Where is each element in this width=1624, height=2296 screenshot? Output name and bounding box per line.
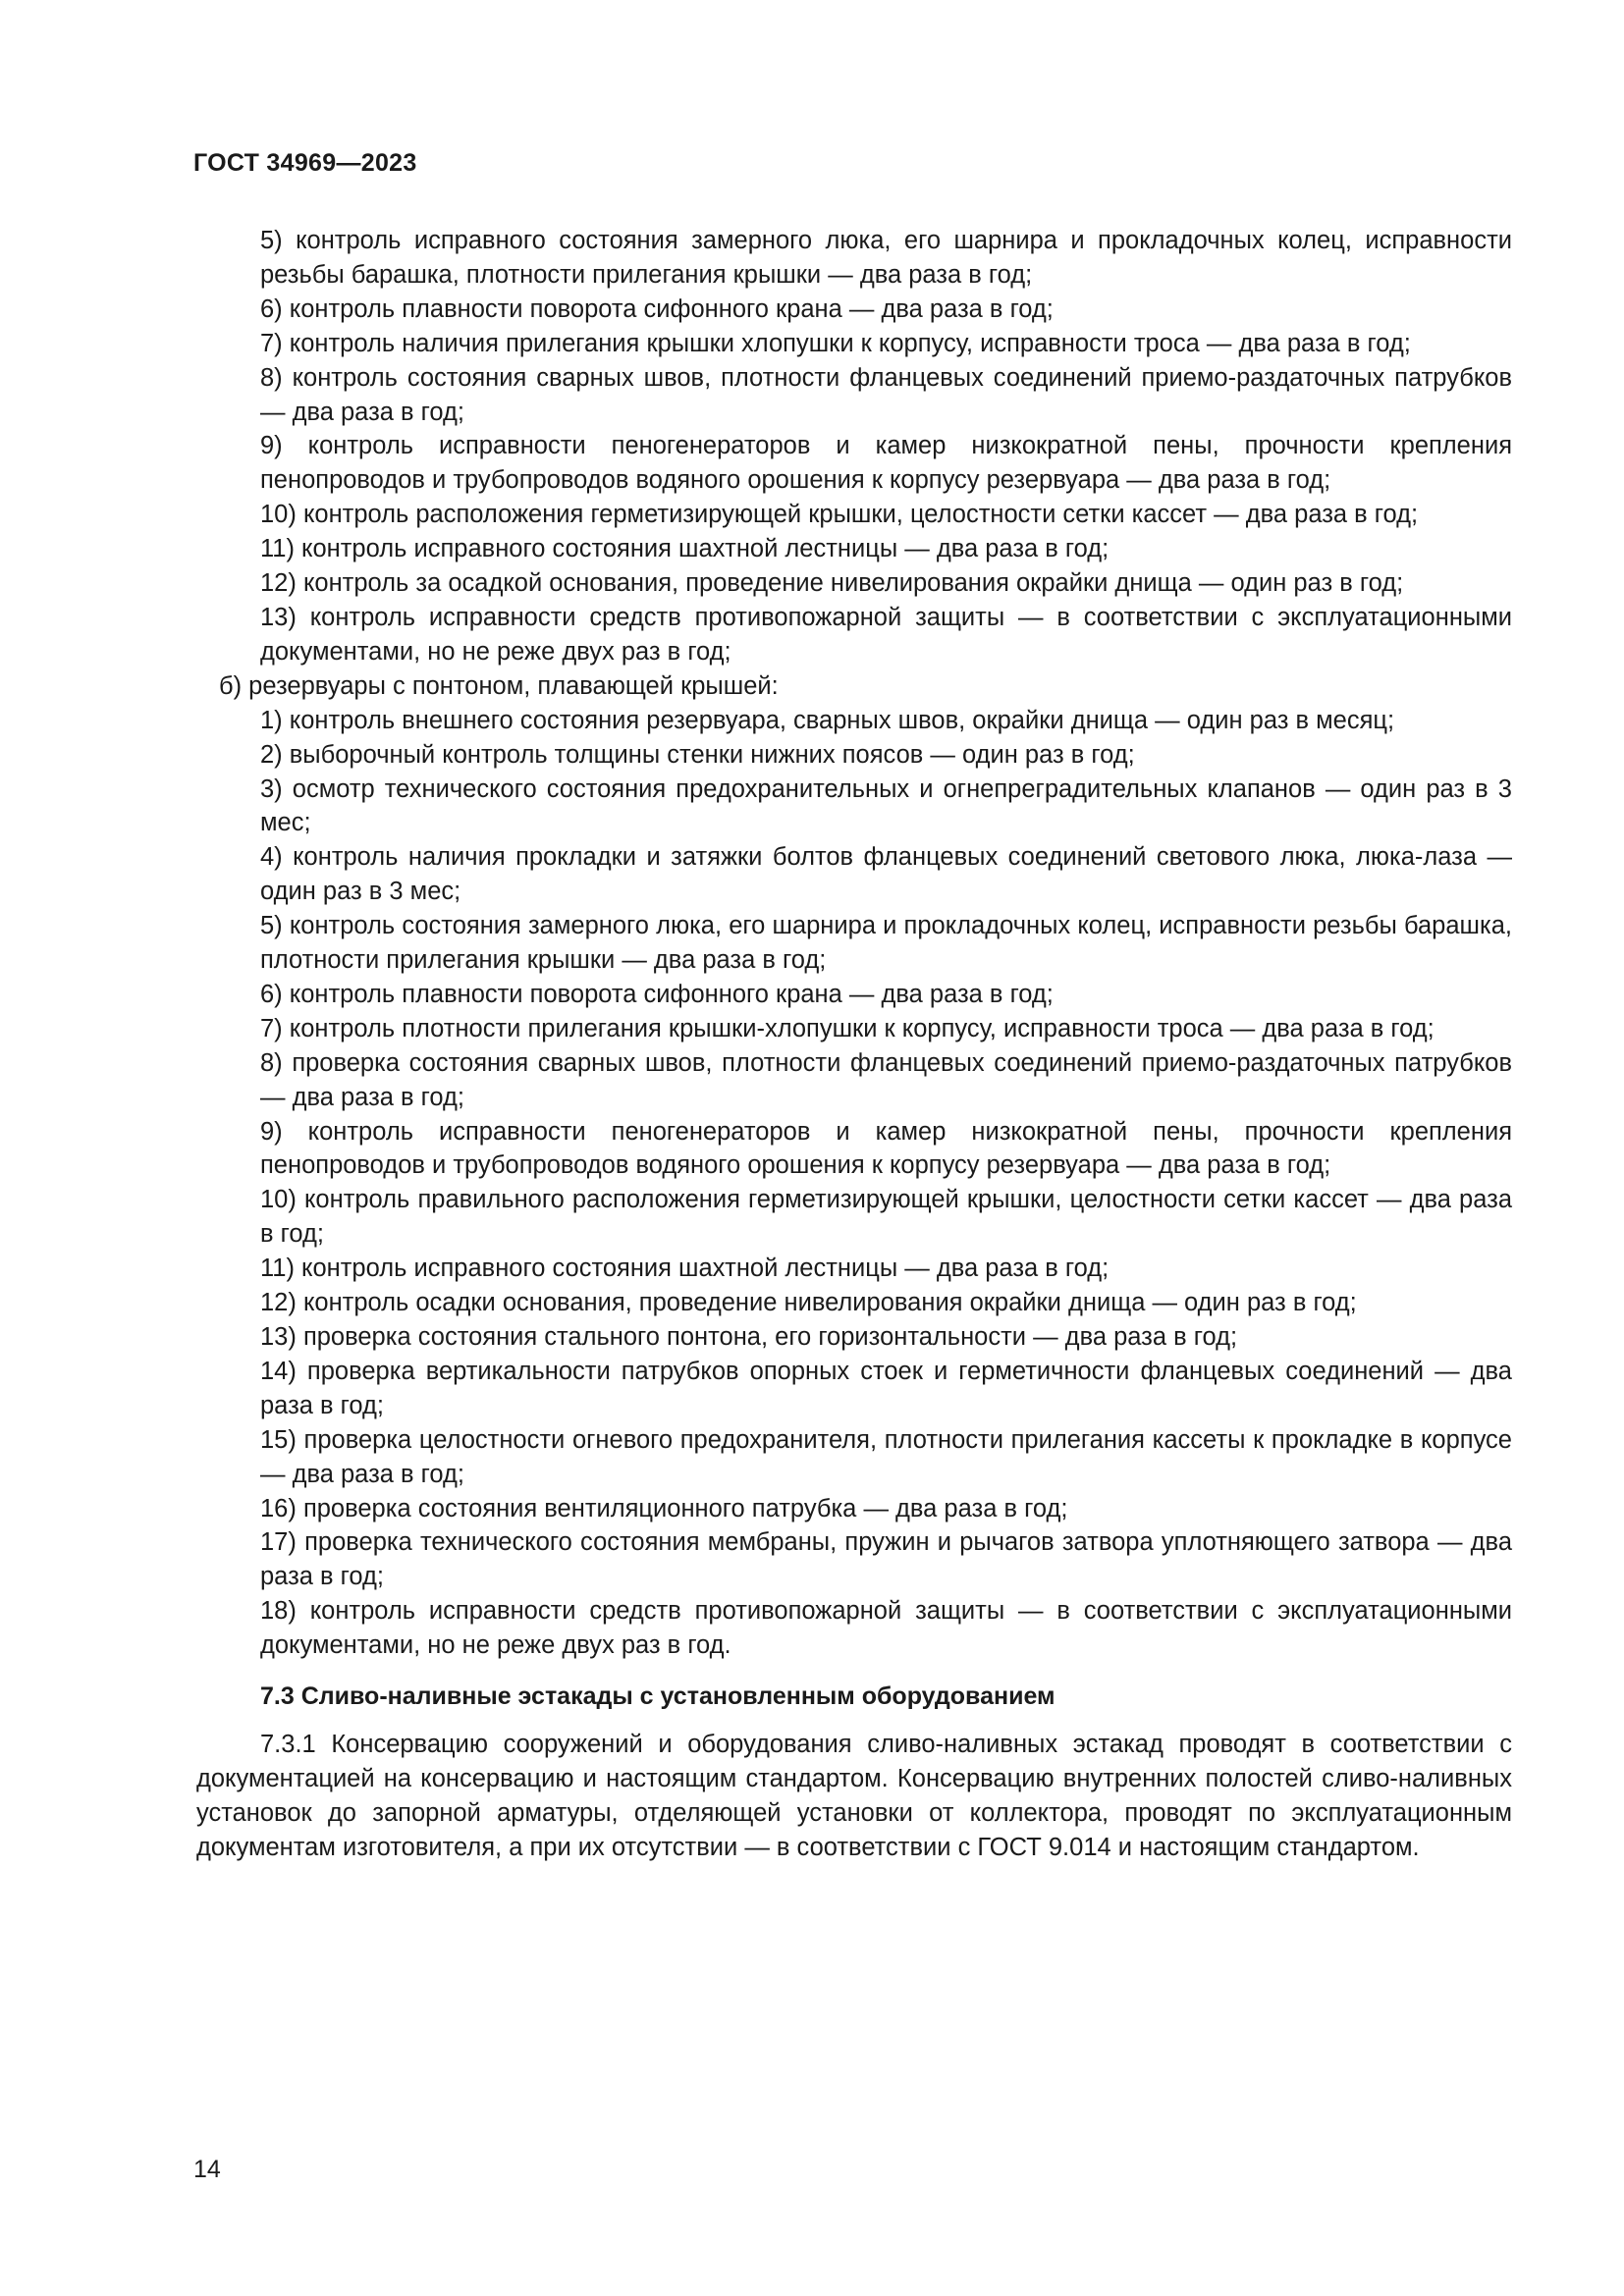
- list-item: 12) контроль за осадкой основания, проведение нивелирования окрайки днища — один раз в год;: [260, 569, 1404, 598]
- list-item: 1) контроль внешнего состояния резервуара, сварных швов, окрайки днища — один раз в месяц;: [260, 706, 1395, 734]
- list-item: 7) контроль плотности прилегания крышки-хлопушки к корпусу, исправности троса — два раза в год;: [260, 1014, 1435, 1042]
- document-body: [196, 224, 1512, 1865]
- list-item: 9) контроль исправности пеногенераторов и камер низкократной пены, прочности крепления пенопроводов и трубопроводов водяного орошения к корпусу резервуара — два раза в год;: [260, 1117, 1512, 1180]
- list-item: 9) контроль исправности пеногенераторов и камер низкократной пены, прочности крепления пенопроводов и трубопроводов водяного орошения к корпусу резервуара — два раза в год;: [260, 432, 1512, 495]
- list-item: 6) контроль плавности поворота сифонного крана — два раза в год;: [260, 294, 1054, 323]
- list-item: 5) контроль исправного состояния замерного люка, его шарнира и прокладочных колец, исправности резьбы барашка, плотности прилегания крышки — два раза в год;: [260, 227, 1512, 289]
- list-item: 13) проверка состояния стального понтона, его горизонтальности — два раза в год;: [260, 1323, 1238, 1351]
- document-header: ГОСТ 34969—2023: [193, 149, 417, 177]
- list-item: 12) контроль осадки основания, проведение нивелирования окрайки днища — один раз в год;: [260, 1289, 1357, 1317]
- list-item: 8) контроль состояния сварных швов, плотности фланцевых соединений приемо-раздаточных патрубков — два раза в год;: [260, 363, 1512, 426]
- page-number: 14: [193, 2156, 221, 2183]
- list-item: 15) проверка целостности огневого предохранителя, плотности прилегания кассеты к прокладке в корпусе — два раза в год;: [260, 1425, 1512, 1488]
- list-item: 7) контроль наличия прилегания крышки хлопушки к корпусу, исправности троса — два раза в год;: [260, 329, 1411, 357]
- list-item: 5) контроль состояния замерного люка, его шарнира и прокладочных колец, исправности резьбы барашка, плотности прилегания крышки — два раза в год;: [260, 912, 1512, 975]
- list-item: 10) контроль правильного расположения герметизирующей крышки, целостности сетки кассет — два раза в год;: [260, 1186, 1512, 1249]
- list-item: 17) проверка технического состояния мембраны, пружин и рычагов затвора уплотняющего затвора — два раза в год;: [260, 1528, 1512, 1591]
- list-item: 13) контроль исправности средств противопожарной защиты — в соответствии с эксплуатационными документами, но не реже двух раз в год;: [260, 603, 1512, 666]
- list-item: 8) проверка состояния сварных швов, плотности фланцевых соединений приемо-раздаточных патрубков — два раза в год;: [260, 1048, 1512, 1111]
- section-paragraph: 7.3.1 Консервацию сооружений и оборудования сливо-наливных эстакад проводят в соответствии с документацией на консервацию и настоящим стандартом. Консервацию внутренних полостей сливо-наливных установок до запорной арматуры, отделяющей установки от коллектора, проводят по эксплуатационным документам изготовителя, а при их отсутствии — в соответствии с ГОСТ 9.014 и настоящим стандартом.: [196, 1730, 1512, 1861]
- list-item: 6) контроль плавности поворота сифонного крана — два раза в год;: [260, 980, 1054, 1008]
- list-item: 18) контроль исправности средств противопожарной защиты — в соответствии с эксплуатационными документами, но не реже двух раз в год.: [260, 1597, 1512, 1660]
- list-item: 11) контроль исправного состояния шахтной лестницы — два раза в год;: [260, 535, 1110, 563]
- list-item: 11) контроль исправного состояния шахтной лестницы — два раза в год;: [260, 1255, 1110, 1283]
- list-item: 2) выборочный контроль толщины стенки нижних поясов — один раз в год;: [260, 740, 1135, 769]
- list-a-tail: [260, 224, 1512, 669]
- list-item: 4) контроль наличия прокладки и затяжки болтов фланцевых соединений светового люка, люка-лаза — один раз в 3 мес;: [260, 843, 1512, 906]
- list-b: [260, 704, 1512, 1663]
- list-item: 10) контроль расположения герметизирующей крышки, целостности сетки кассет — два раза в год;: [260, 501, 1419, 529]
- list-item: 16) проверка состояния вентиляционного патрубка — два раза в год;: [260, 1494, 1068, 1522]
- list-item: 3) осмотр технического состояния предохранительных и огнепреградительных клапанов — один раз в 3 мес;: [260, 774, 1512, 837]
- section-title: 7.3 Сливо-наливные эстакады с установленным оборудованием: [260, 1682, 1056, 1711]
- list-item: 14) проверка вертикальности патрубков опорных стоек и герметичности фланцевых соединений — два раза в год;: [260, 1357, 1512, 1419]
- list-b-label: б) резервуары с понтоном, плавающей крышей:: [219, 671, 779, 700]
